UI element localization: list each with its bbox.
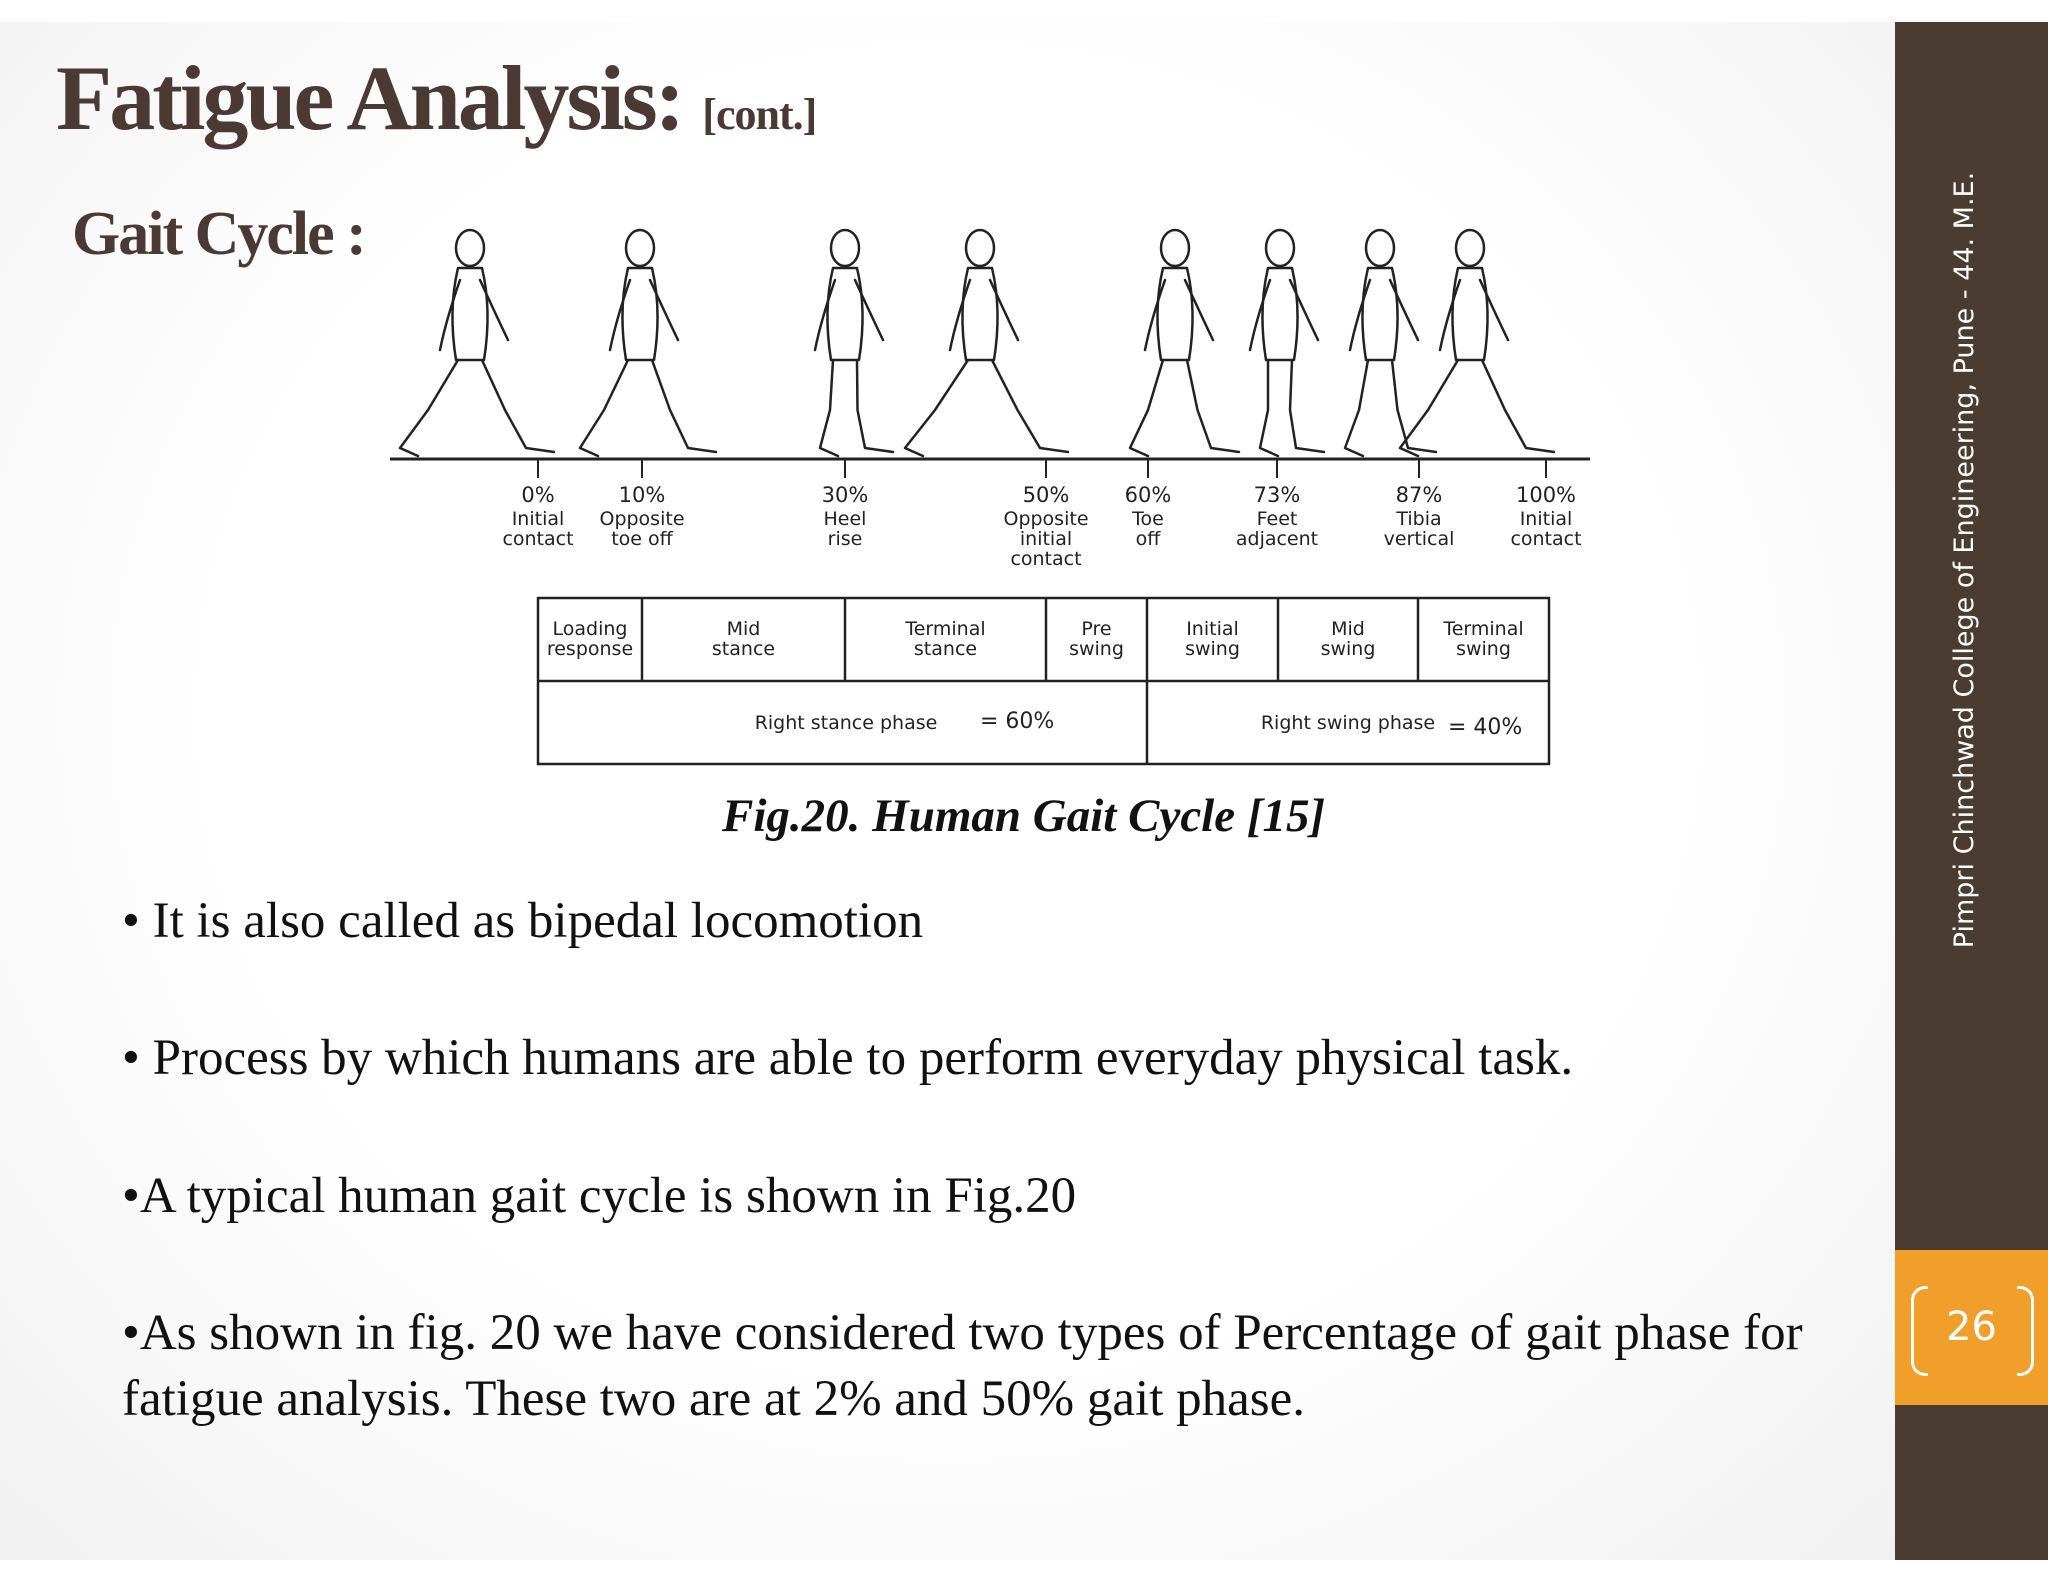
walking-figure-icon [1130,230,1239,456]
event-percent: 73% [1253,483,1301,507]
walking-figures [400,230,1554,456]
gait-cycle-figure [380,220,1620,780]
page-number: 26 [1946,1304,1997,1350]
gait-event [599,459,684,550]
walking-figure-icon [1345,230,1436,456]
phase-label: Loading [552,618,628,640]
gait-event [1510,459,1581,550]
phase-label: Pre [1081,618,1112,640]
event-label: Toe [1132,508,1164,530]
walking-figure-icon [580,230,716,456]
phase-label: stance [913,638,978,660]
event-label: Opposite [1003,508,1089,530]
event-percent: 100% [1515,483,1577,507]
event-label: adjacent [1235,528,1319,550]
walking-figure-icon [815,230,893,456]
page-number-badge [1895,1250,2048,1405]
gait-phase-table [538,598,1549,764]
event-label: Initial [1519,508,1573,530]
phase-label: swing [1069,638,1124,660]
phase-label: Terminal [1443,618,1524,640]
phase-label: Initial [1186,618,1239,640]
event-percent: 87% [1395,483,1443,507]
swing-phase-value: = 40% [1448,715,1523,740]
gait-event [502,459,573,550]
gait-event [1003,459,1088,570]
bullet-point: • Process by which humans are able to perform everyday physical task. [122,1030,1574,1086]
swing-phase-label: Right swing phase [1260,712,1436,734]
event-label: initial [1019,528,1073,550]
gait-event [1384,459,1455,550]
bullet-point: •A typical human gait cycle is shown in Fig.20 [122,1168,1077,1224]
gait-events [502,459,1581,570]
event-label: Tibia [1396,508,1442,530]
phase-label: response [546,638,634,660]
institution-label: Pimpri Chinchwad College of Engineering, Pune - 44. M.E. [1949,171,1980,949]
event-percent: 0% [521,483,555,507]
event-label: rise [827,528,863,550]
event-label: contact [502,528,574,550]
event-percent: 50% [1022,483,1070,507]
walking-figure-icon [1400,230,1554,456]
phase-label: Mid [1331,618,1365,640]
walking-figure-icon [1250,230,1324,456]
phase-label: swing [1456,638,1511,660]
title-suffix: [cont.] [702,90,817,139]
event-label: off [1135,528,1161,550]
section-subtitle: Gait Cycle : [72,200,365,268]
event-label: vertical [1383,528,1455,550]
event-label: Heel [823,508,867,530]
gait-event [1236,459,1318,550]
stance-phase-value: = 60% [980,709,1055,734]
figure-caption: Fig.20. Human Gait Cycle [15] [722,790,1326,842]
gait-event [1125,459,1172,550]
event-label: Opposite [599,508,685,530]
phase-label: stance [711,638,776,660]
phase-label: Mid [726,618,761,640]
event-label: contact [1010,548,1082,570]
gait-event [822,459,869,550]
event-percent: 30% [821,483,869,507]
phase-label: swing [1185,638,1240,660]
title-text: Fatigue Analysis: [56,47,683,149]
phase-label: Terminal [905,618,986,640]
phase-label: swing [1320,638,1376,660]
event-label: toe off [611,528,673,550]
bullet-point: •As shown in fig. 20 we have considered two types of Percentage of gait phase for fatigue analysis. These two are at 2% and 50% gait phase. [122,1305,1803,1427]
slide-title [56,38,816,175]
event-label: Initial [511,508,565,530]
event-label: contact [1510,528,1582,550]
bullet-point: • It is also called as bipedal locomotion [122,893,924,949]
event-percent: 60% [1124,483,1172,507]
stance-phase-label: Right stance phase [754,712,938,734]
walking-figure-icon [400,230,554,456]
walking-figure-icon [905,230,1068,456]
event-label: Feet [1256,508,1298,530]
event-percent: 10% [618,483,666,507]
